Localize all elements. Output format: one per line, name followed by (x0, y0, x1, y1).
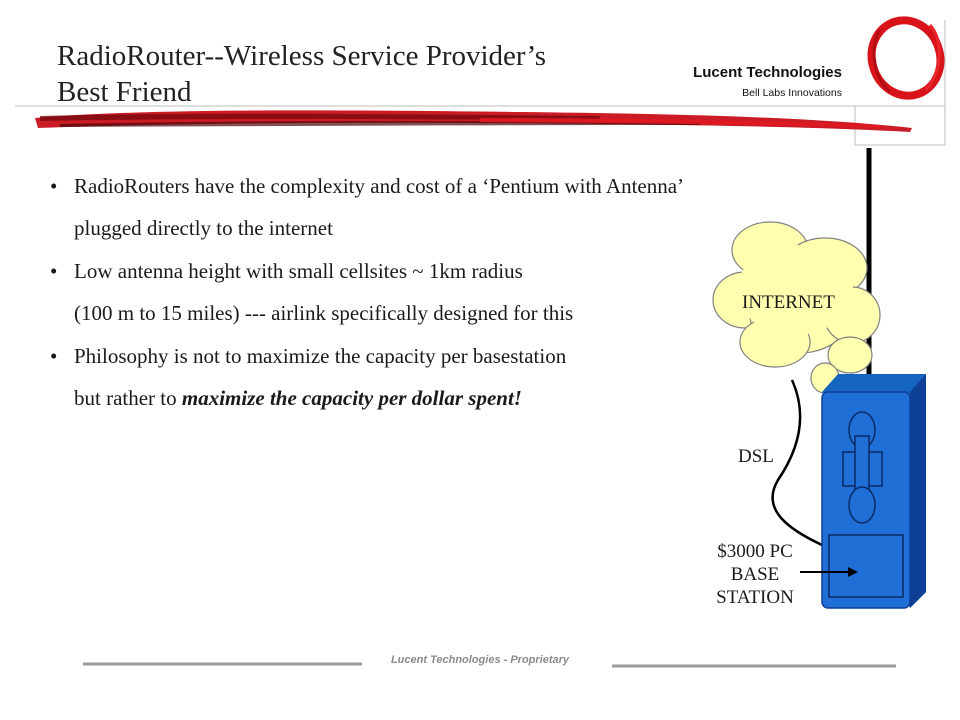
dsl-label: DSL (738, 446, 774, 467)
slide-title-line2: Best Friend (57, 76, 192, 108)
base-station-label-line1: $3000 PC (717, 541, 793, 562)
bullet-dot-icon: • (50, 344, 58, 368)
bullet-item (50, 335, 870, 419)
bullet-text-line: plugged directly to the internet (74, 216, 333, 240)
bullet-dot-icon: • (50, 259, 58, 283)
bullet-text-line: Low antenna height with small cellsites ~ 1km radius (74, 259, 523, 283)
bullet-dot-icon: • (50, 174, 58, 198)
brand-name: Lucent Technologies (693, 64, 842, 81)
base-station-label (700, 540, 810, 609)
red-brush-stroke (35, 110, 912, 132)
bullet-item (50, 165, 870, 249)
base-station-label-line2: BASE (730, 564, 780, 585)
bullet-text-prefix: but rather to (74, 386, 182, 410)
lucent-logo-icon (862, 11, 950, 104)
brand-tagline: Bell Labs Innovations (742, 87, 842, 99)
bullet-text-line: Philosophy is not to maximize the capacity per basestation (74, 344, 567, 368)
bullet-text-line: RadioRouters have the complexity and cost of a ‘Pentium with Antenna’ (74, 174, 685, 198)
slide-title-line1: RadioRouter--Wireless Service Provider’s (57, 40, 546, 72)
bullet-text-line: (100 m to 15 miles) --- airlink specifically designed for this (74, 301, 574, 325)
internet-label: INTERNET (742, 292, 835, 313)
bullet-emphasis: maximize the capacity per dollar spent! (181, 386, 522, 410)
footer-text: Lucent Technologies - Proprietary (390, 654, 570, 666)
bullet-text-line (74, 377, 870, 419)
slide-title (57, 38, 657, 110)
base-station-label-line3: STATION (716, 587, 794, 608)
